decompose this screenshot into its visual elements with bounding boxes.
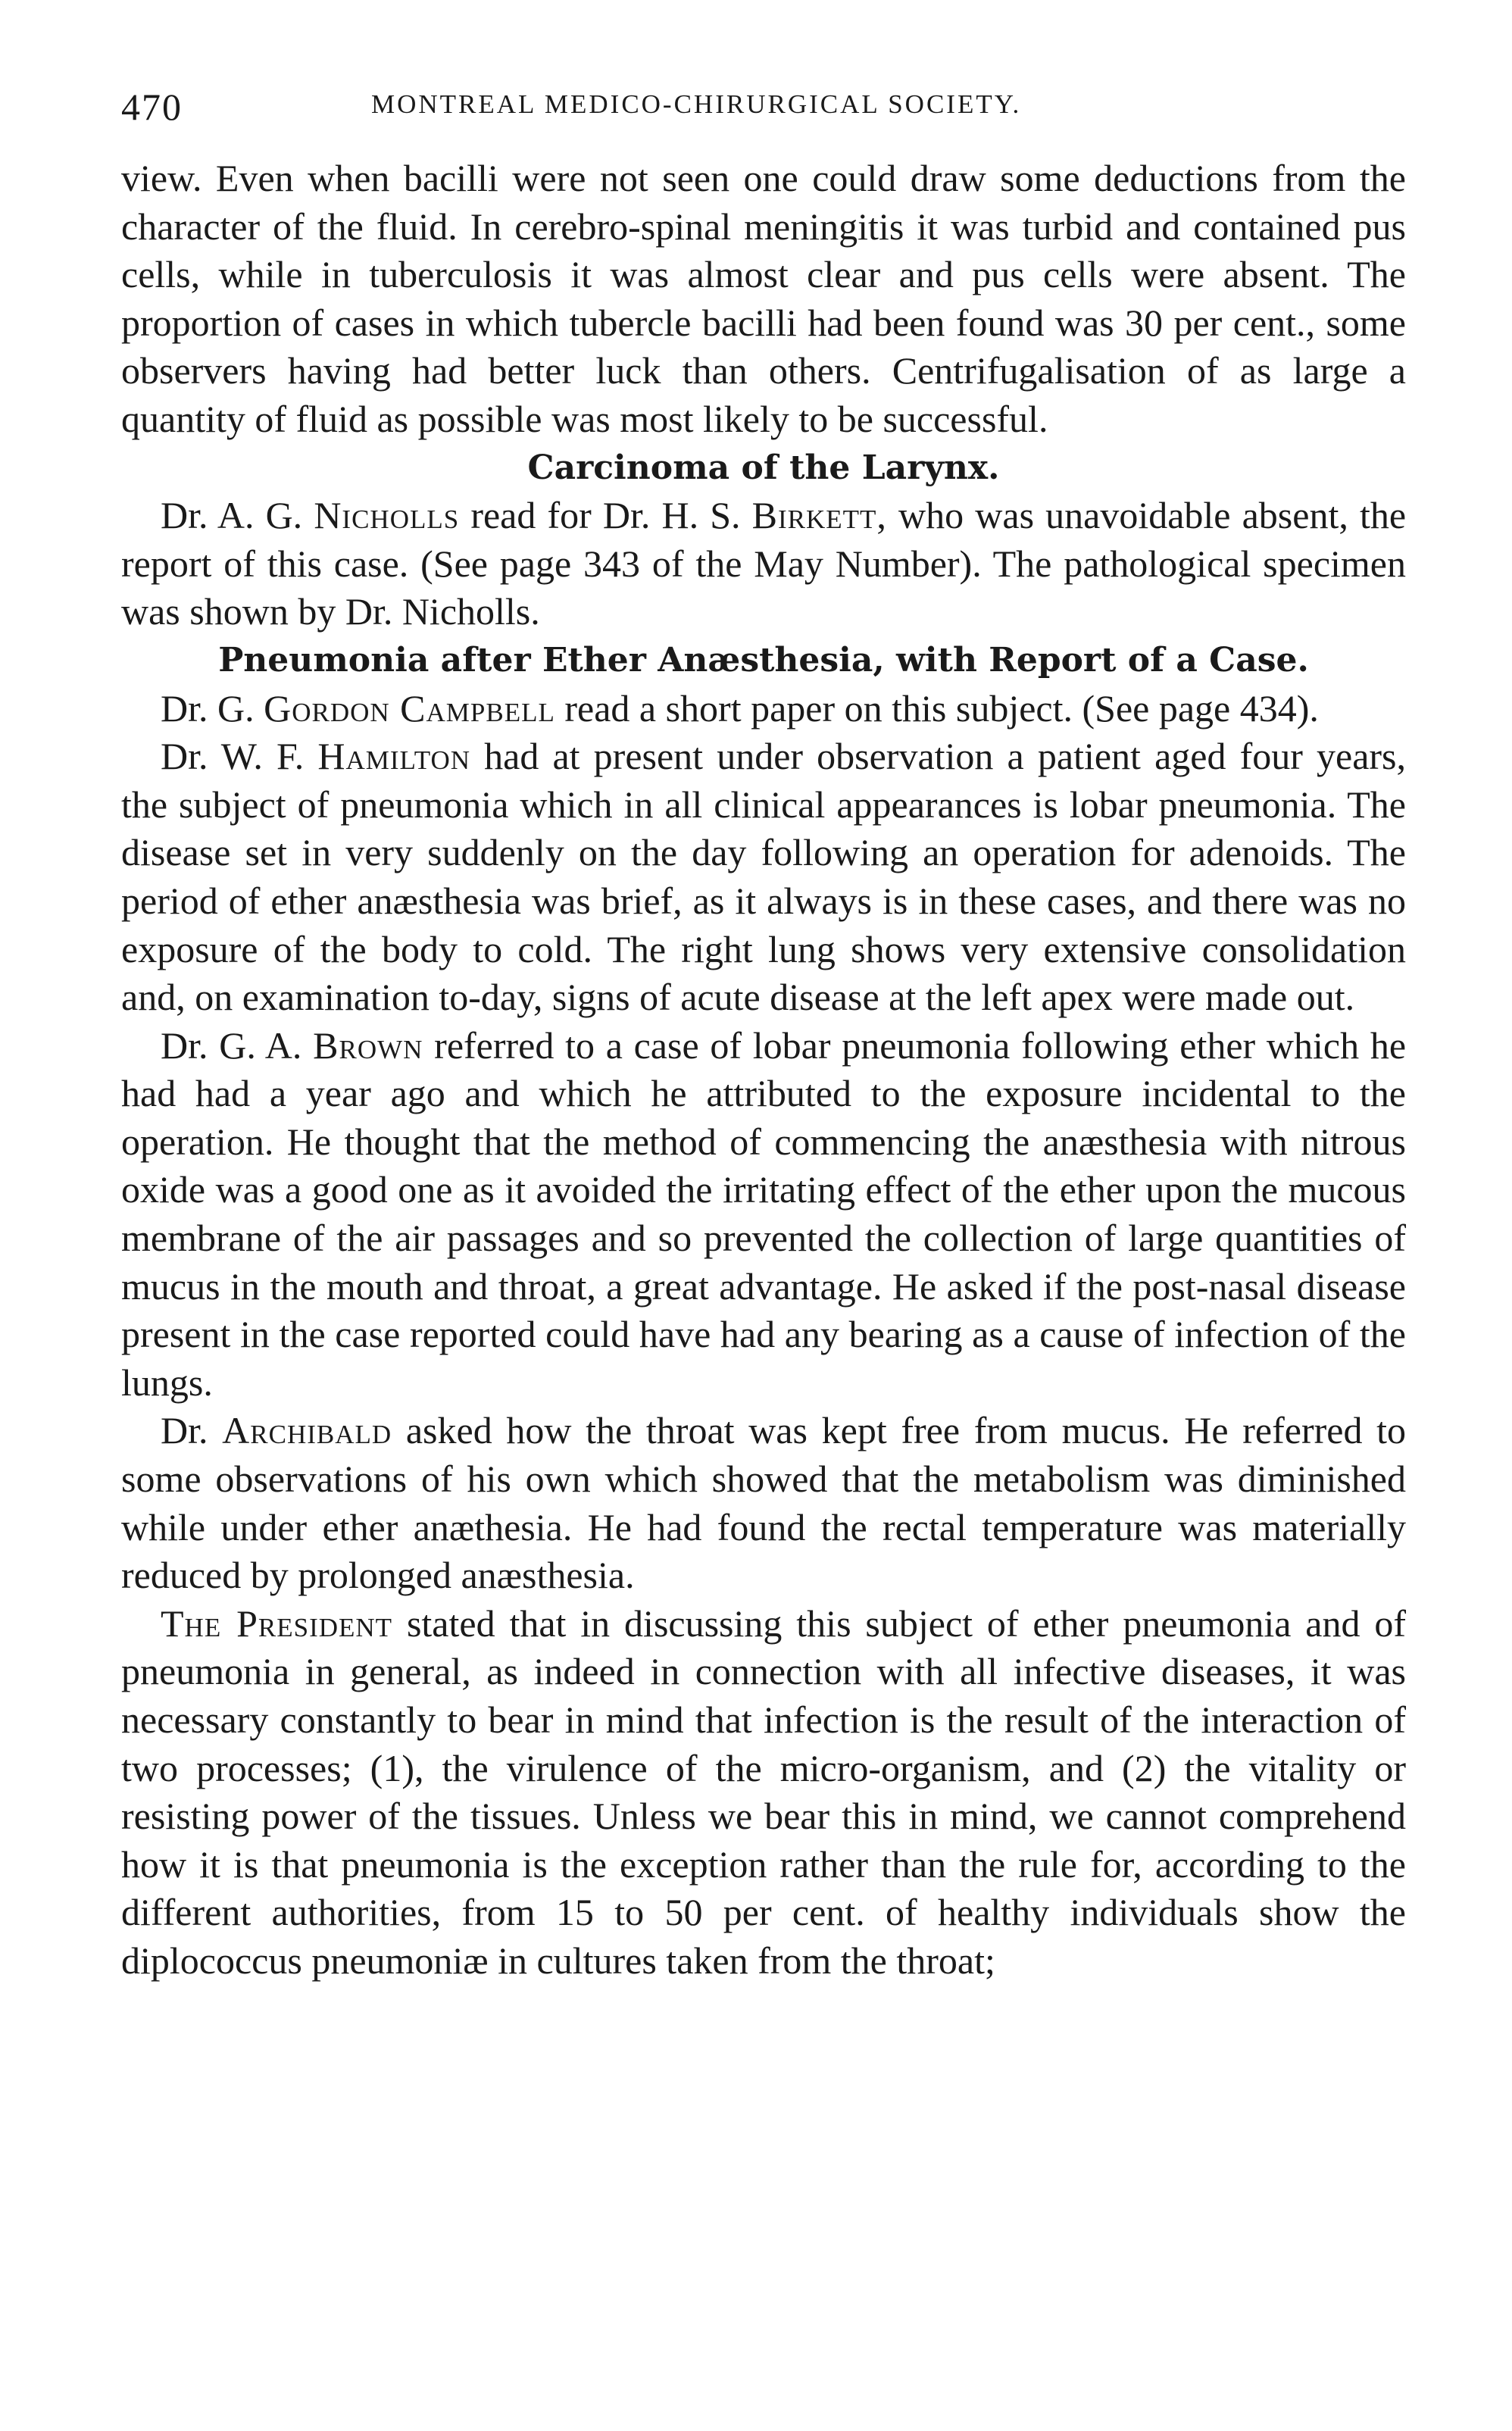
running-title: MONTREAL MEDICO-CHIRURGICAL SOCIETY. <box>371 89 1022 119</box>
speaker-name: Gordon Campbell <box>264 686 555 730</box>
section-heading-carcinoma: Carcinoma of the Larynx. <box>527 448 1000 487</box>
paragraph-nicholls <box>121 492 1406 636</box>
paragraph-text: stated that in discussing this subject of ether pneumonia and of pneumonia in general, as indeed in connection with all infective diseases, it was necessary constantly to bear in mind that infection is the result of the interaction of two processes; (1), the virulence of the micro-organism, and (2) the vitality or resisting power of the tissues. Unless we bear this in mind, we cannot comprehend how it is that pneumonia is the exception rather than the rule for, according to the different authorities, from 15 to 50 per cent. of healthy individuals show the diplococcus pneumoniæ in cultures taken from the throat; <box>121 1601 1406 1982</box>
paragraph-text: had at present under observation a patient aged four years, the subject of pneumonia which in all clinical appearances is lobar pneumonia. The disease set in very suddenly on the day following an operation for adenoids. The period of ether anæsthesia was brief, as it always is in these cases, and there was no exposure of the body to cold. The right lung shows very extensive consolidation and, on examination to-day, signs of acute disease at the left apex were made out. <box>121 735 1406 1019</box>
body-text <box>121 155 1406 1986</box>
paragraph-hamilton <box>121 733 1406 1022</box>
paragraph-continuation: view. Even when bacilli were not seen one could draw some deductions from the character of the fluid. In cerebro-spinal meningitis it was turbid and contained pus cells, while in tuberculosis it was almost clear and pus cells were absent. The proportion of cases in which tubercle bacilli had been found was 30 per cent., some observers having had better luck than others. Centrifugalisation of as large a quantity of fluid as possible was most likely to be successful. <box>121 157 1406 440</box>
speaker-prefix: Dr. <box>161 1409 208 1452</box>
speaker-name: Brown <box>313 1023 423 1067</box>
paragraph-brown <box>121 1022 1406 1408</box>
speaker-prefix: Dr. A. G. <box>161 494 303 537</box>
speaker-name: Archibald <box>222 1409 392 1452</box>
section-heading-pneumonia: Pneumonia after Ether Anæsthesia, with Report of a Case. <box>218 640 1309 680</box>
paragraph-text: who was unavoidable absent, the report of this case. (See page 343 of the May Number). The pathological specimen was shown by Dr. Nicholls. <box>121 494 1407 633</box>
speaker-name: Nicholls <box>314 494 460 537</box>
paragraph-text: asked how the throat was kept free from mucus. He referred to some observations of his own which showed that the metabolism was diminished while under ether anæthesia. He had found the rectal temperature was materially reduced by prolonged anæsthesia. <box>121 1409 1407 1597</box>
speaker-name: Birkett, <box>751 494 887 537</box>
paragraph-campbell <box>121 685 1406 733</box>
paragraph-president <box>121 1600 1406 1986</box>
paragraph-text: read a short paper on this subject. (See page 434). <box>564 686 1319 730</box>
paragraph-text: read for Dr. H. S. <box>470 494 741 537</box>
speaker-prefix: Dr. G. A. <box>161 1023 302 1067</box>
paragraph-text: referred to a case of lobar pneumonia following ether which he had had a year ago and which he attributed to the exposure incidental to the operation. He thought that the method of commencing the anæsthesia with nitrous oxide was a good one as it avoided the irritating effect of the ether upon the mucous membrane of the air passages and so prevented the collection of large quantities of mucus in the mouth and throat, a great advantage. He asked if the post-nasal disease present in the case reported could have had any bearing as a cause of infection of the lungs. <box>121 1023 1407 1404</box>
speaker-name: The President <box>161 1601 393 1645</box>
speaker-name: Hamilton <box>317 735 471 778</box>
page-number: 470 <box>121 86 183 128</box>
paragraph-archibald <box>121 1407 1406 1599</box>
running-head <box>121 85 1409 138</box>
speaker-prefix: Dr. G. <box>161 686 255 730</box>
speaker-prefix: Dr. W. F. <box>161 735 305 778</box>
